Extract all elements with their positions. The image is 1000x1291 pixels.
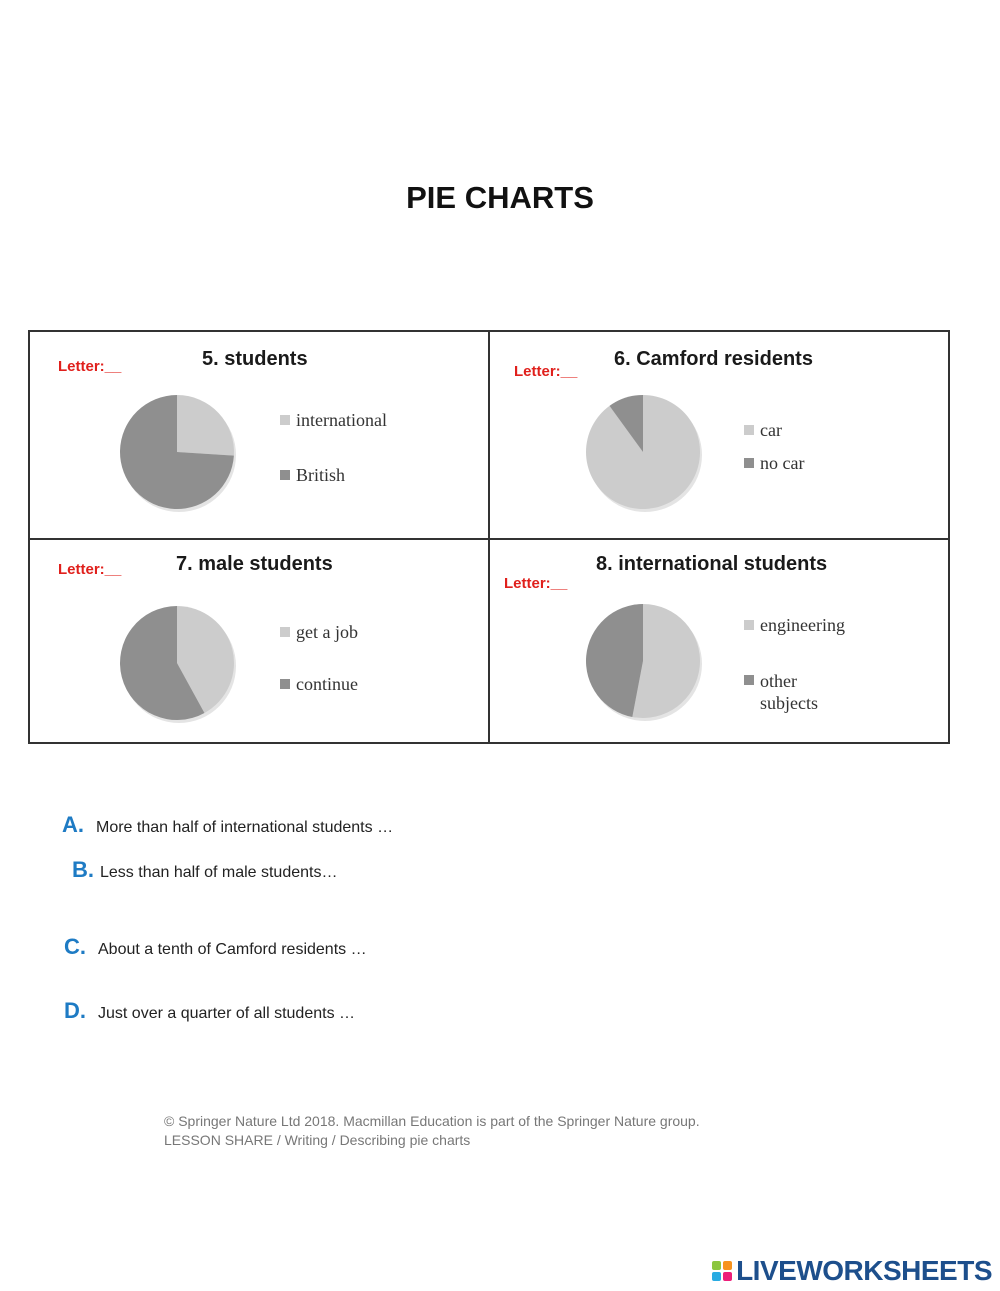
- option-letter: A.: [62, 812, 84, 837]
- chart-title: 6. Camford residents: [614, 348, 813, 370]
- page-title: PIE CHARTS: [406, 180, 594, 215]
- copyright-notice: [164, 1112, 700, 1150]
- liveworksheets-logo: [712, 1254, 992, 1288]
- legend-label: other subjects: [760, 671, 818, 713]
- pie-chart-international-students: [578, 596, 708, 726]
- legend-label: British: [296, 465, 346, 485]
- legend-swatch: [744, 620, 754, 630]
- lesson-line: LESSON SHARE / Writing / Describing pie charts: [164, 1132, 471, 1148]
- legend-swatch: [280, 627, 290, 637]
- option-b: [72, 857, 337, 883]
- legend-swatch: [280, 470, 290, 480]
- option-text: Just over a quarter of all students …: [98, 1005, 356, 1022]
- option-letter: B.: [72, 857, 94, 882]
- legend-item: [744, 453, 804, 474]
- pie-slice-international: [177, 395, 234, 456]
- option-text: More than half of international students …: [96, 819, 394, 836]
- legend-label: engineering: [760, 615, 845, 635]
- option-text: Less than half of male students…: [100, 864, 338, 881]
- legend-swatch: [744, 458, 754, 468]
- option-c: [64, 934, 367, 960]
- legend-label: international: [296, 410, 387, 430]
- logo-text: LIVEWORKSHEETS: [736, 1255, 992, 1286]
- chart-cell-male-students: [28, 538, 490, 744]
- legend-swatch: [280, 415, 290, 425]
- chart-title: 5. students: [202, 348, 308, 370]
- legend-item: [280, 674, 358, 695]
- legend-item: [744, 420, 782, 441]
- letter-answer-field[interactable]: Letter:__: [504, 575, 568, 592]
- legend-item: [744, 670, 830, 714]
- option-letter: D.: [64, 998, 86, 1023]
- chart-title: 7. male students: [176, 553, 333, 575]
- option-a: [62, 812, 393, 838]
- legend-label: car: [760, 420, 782, 440]
- legend-label: no car: [760, 453, 805, 473]
- legend-swatch: [744, 675, 754, 685]
- legend-item: [280, 465, 345, 486]
- letter-answer-field[interactable]: Letter:__: [58, 561, 122, 578]
- legend-swatch: [280, 679, 290, 689]
- letter-answer-field[interactable]: Letter:__: [58, 358, 122, 375]
- chart-cell-students: [28, 330, 490, 540]
- legend-swatch: [744, 425, 754, 435]
- legend-label: continue: [296, 674, 358, 694]
- chart-cell-camford-residents: [488, 330, 950, 540]
- letter-answer-field[interactable]: Letter:__: [514, 363, 578, 380]
- copyright-line: © Springer Nature Ltd 2018. Macmillan Education is part of the Springer Nature group.: [164, 1113, 700, 1129]
- option-letter: C.: [64, 934, 86, 959]
- chart-cell-international-students: [488, 538, 950, 744]
- option-d: [64, 998, 355, 1024]
- chart-grid: [28, 330, 950, 744]
- pie-chart-camford-residents: [578, 387, 708, 517]
- option-text: About a tenth of Camford residents …: [98, 941, 367, 958]
- legend-item: [280, 622, 358, 643]
- legend-label: get a job: [296, 622, 358, 642]
- legend-item: [280, 410, 387, 431]
- pie-chart-male-students: [112, 598, 242, 728]
- legend-item: [744, 615, 845, 636]
- liveworksheets-logo-icon: [712, 1261, 732, 1281]
- chart-title: 8. international students: [596, 553, 828, 575]
- pie-chart-students: [112, 387, 242, 517]
- pie-slice-other-subjects: [586, 604, 643, 717]
